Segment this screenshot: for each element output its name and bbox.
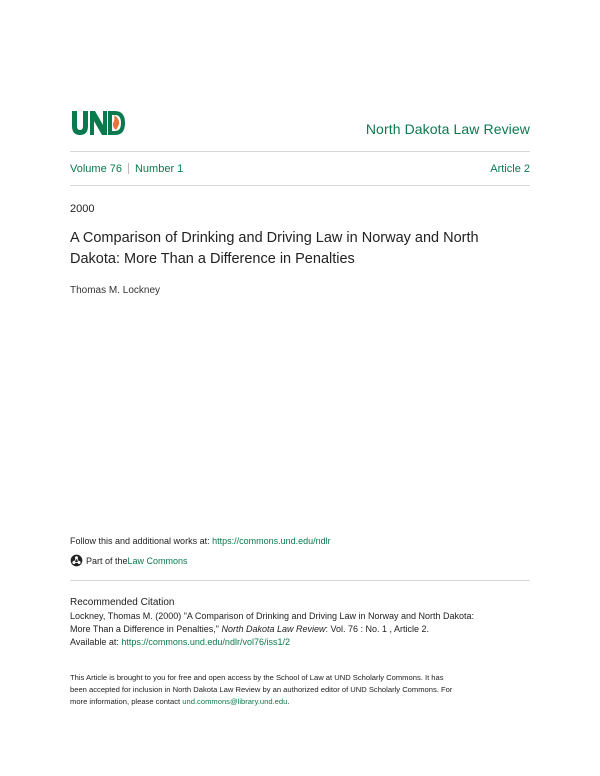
available-label: Available at: <box>70 637 122 647</box>
citation-line: Lockney, Thomas M. (2000) "A Comparison of Drinking and Driving Law in Norway and North Dakota: <box>70 611 475 621</box>
article-title-line: Dakota: More Than a Difference in Penalties <box>70 251 355 267</box>
und-logo <box>70 108 126 138</box>
divider-top <box>70 151 530 152</box>
follow-link[interactable]: https://commons.und.edu/ndlr <box>212 536 331 546</box>
notice-text: . <box>287 697 290 706</box>
meta-separator <box>128 163 129 174</box>
recommended-citation-heading: Recommended Citation <box>70 597 175 608</box>
citation-line <box>70 636 530 649</box>
volume-link[interactable]: Volume 76 <box>70 163 122 175</box>
number-link[interactable]: Number 1 <box>134 163 184 175</box>
contact-email-link[interactable]: und.commons@library.und.edu <box>182 697 288 706</box>
journal-title-link[interactable]: North Dakota Law Review <box>365 121 530 137</box>
notice-line: This Article is brought to you for free and open access by the School of Law at UND Scholarly Commons. It has <box>70 673 444 682</box>
publication-year: 2000 <box>70 203 95 215</box>
citation-text: More Than a Difference in Penalties," <box>70 624 222 634</box>
citation-line <box>70 623 530 636</box>
law-commons-link[interactable]: Law Commons <box>127 555 188 566</box>
divider-citation <box>70 580 530 581</box>
article-link[interactable]: Article 2 <box>490 163 530 175</box>
part-of-line <box>70 554 188 567</box>
notice-line <box>70 696 530 708</box>
author-name: Thomas M. Lockney <box>70 285 161 296</box>
divider-meta <box>70 185 530 186</box>
part-of-label: Part of the <box>86 555 128 566</box>
recommended-citation <box>70 610 530 649</box>
follow-line <box>70 536 331 546</box>
follow-label: Follow this and additional works at: <box>70 536 213 546</box>
article-title-line: A Comparison of Drinking and Driving Law in Norway and North <box>70 230 479 246</box>
citation-text: : Vol. 76 : No. 1 , Article 2. <box>325 624 430 634</box>
citation-journal: North Dakota Law Review <box>221 624 326 634</box>
open-access-notice <box>70 672 530 708</box>
available-link[interactable]: https://commons.und.edu/ndlr/vol76/iss1/2 <box>121 637 290 647</box>
article-title <box>70 228 530 270</box>
notice-text: more information, please contact <box>70 697 183 706</box>
notice-line: been accepted for inclusion in North Dakota Law Review by an authorized editor of UND Scholarly Commons. For <box>70 685 453 694</box>
network-icon <box>70 554 83 567</box>
